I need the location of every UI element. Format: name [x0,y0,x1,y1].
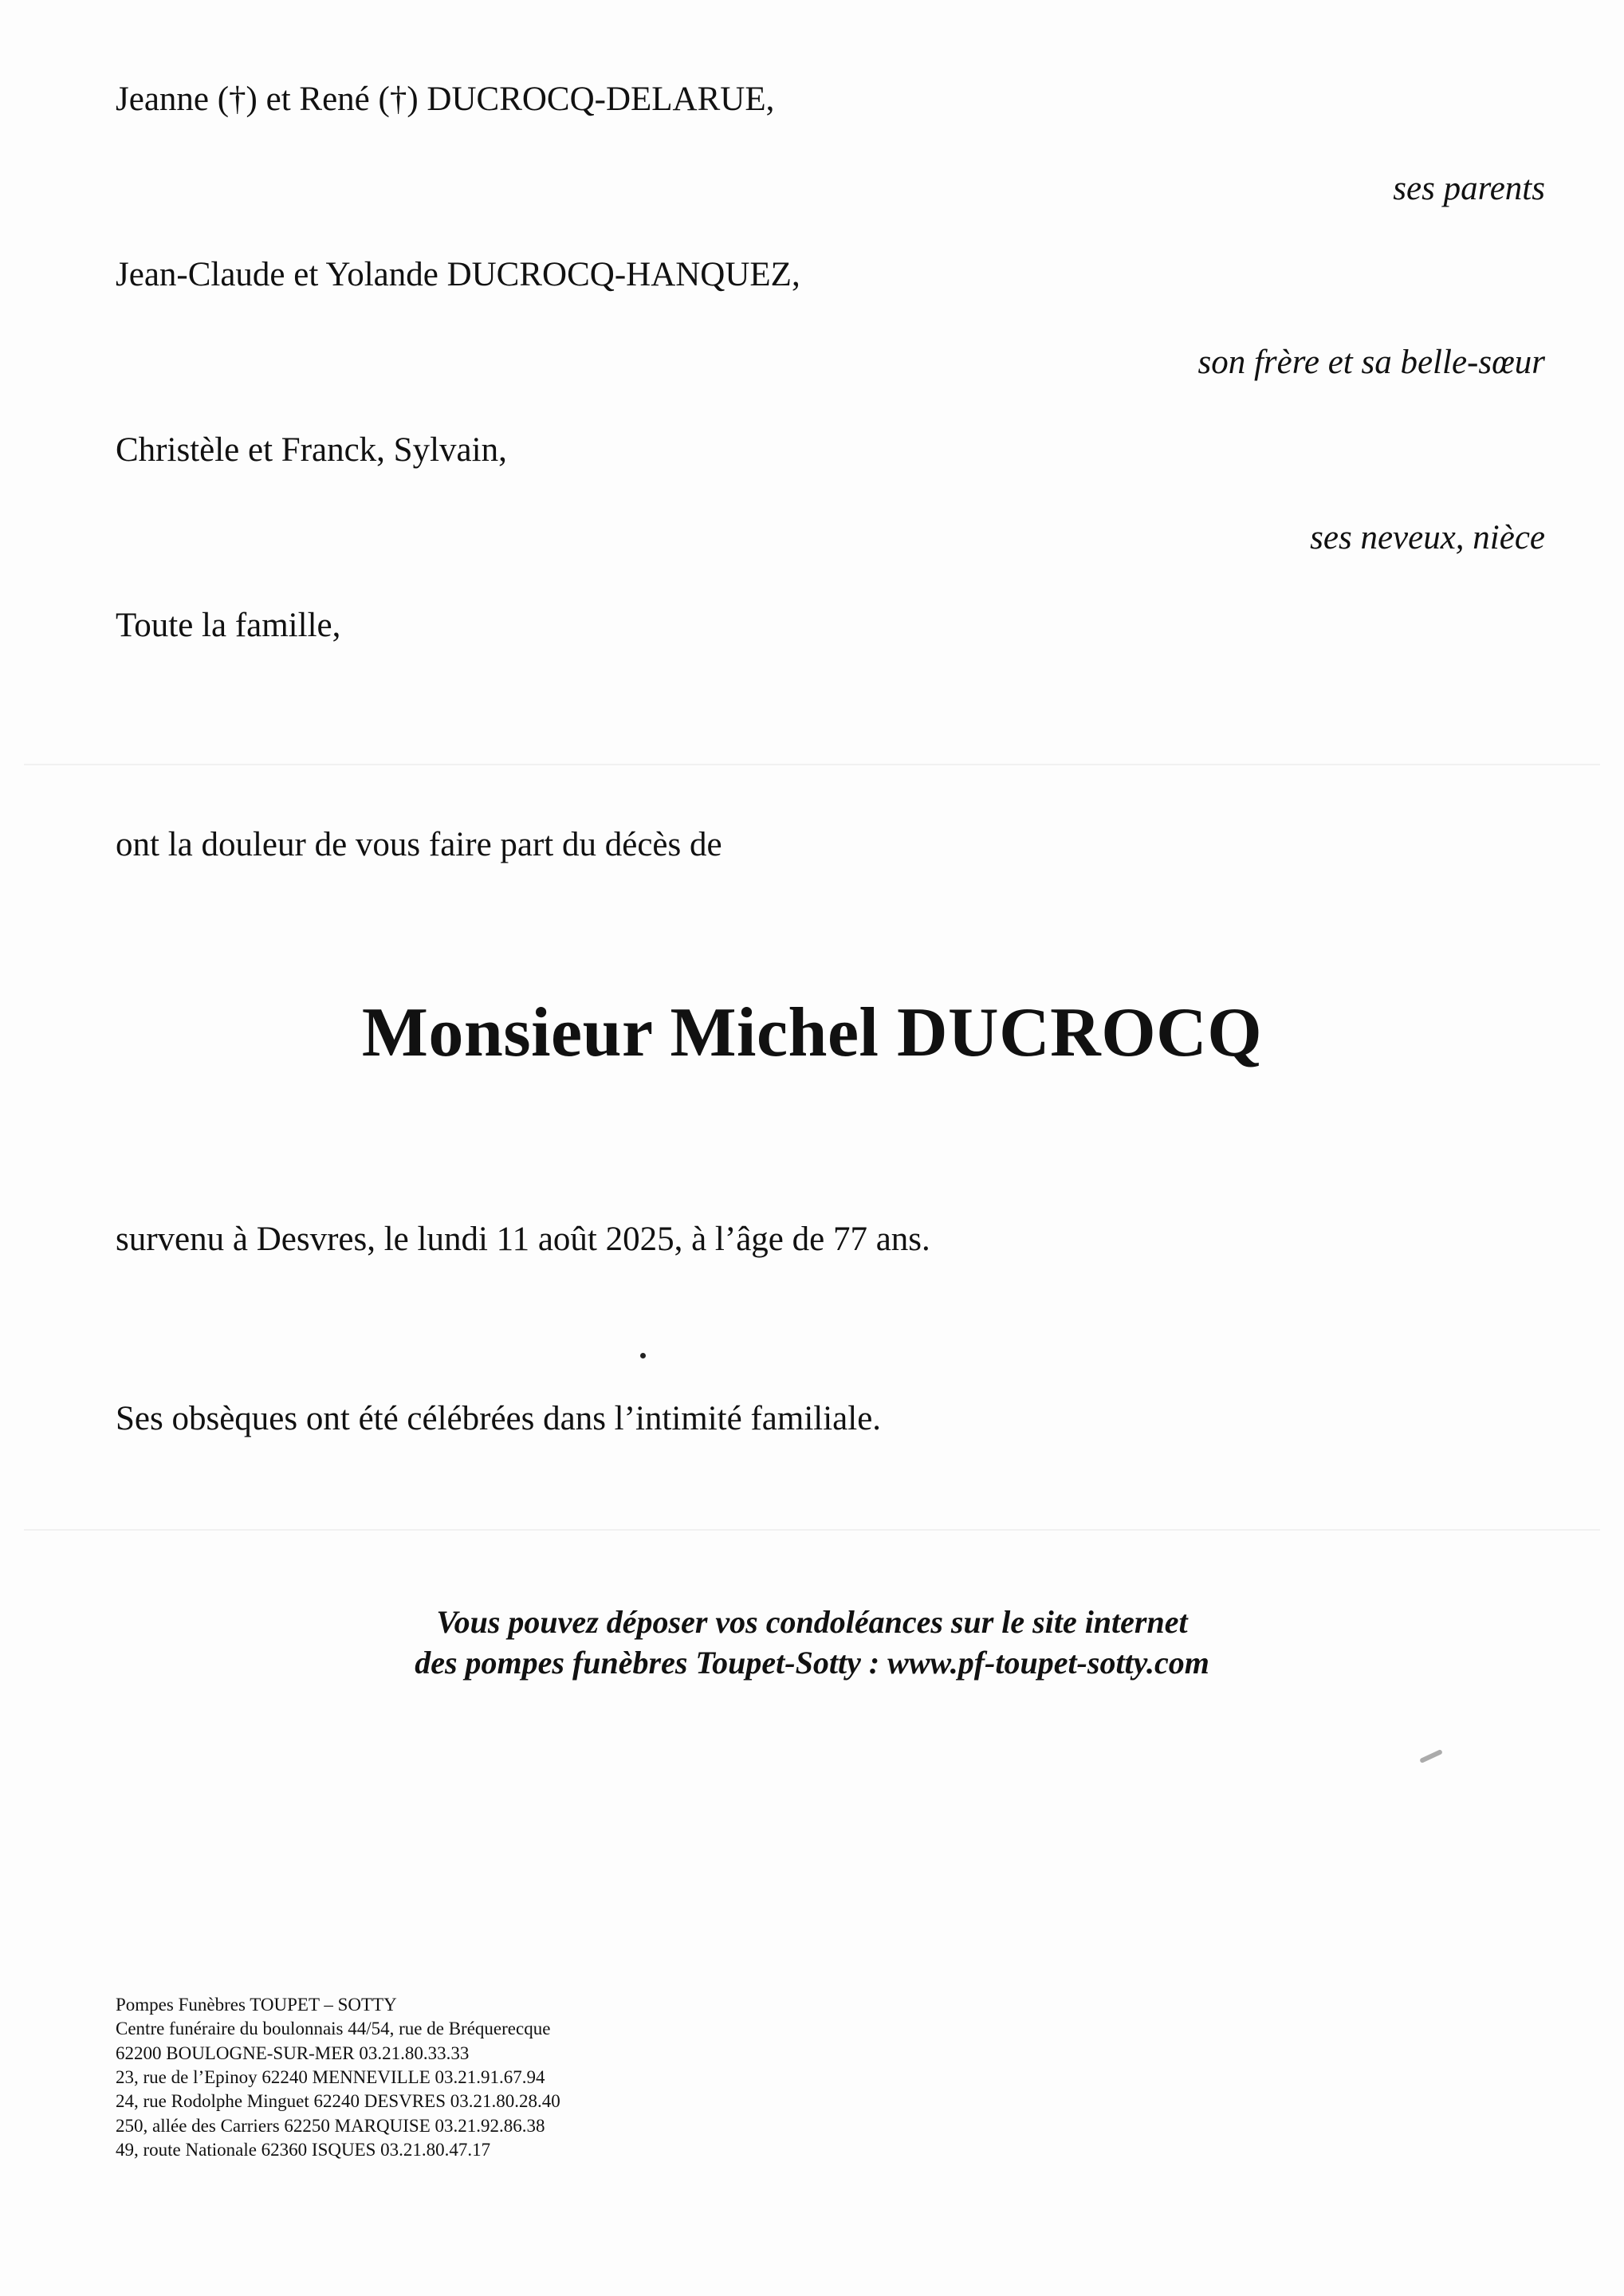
family-parents: Jeanne (†) et René (†) DUCROCQ-DELARUE, [116,81,775,118]
address-line: 250, allée des Carriers 62250 MARQUISE 03.21.92.86.38 [116,2115,545,2136]
funeral-home-address [116,1993,560,2163]
deceased-name: Monsieur Michel DUCROCQ [361,994,1263,1071]
condolences-line-1: Vous pouvez déposer vos condoléances sur le site internet [436,1604,1188,1640]
address-line: Centre funéraire du boulonnais 44/54, rue de Bréquerecque [116,2019,551,2039]
address-line: 49, route Nationale 62360 ISQUES 03.21.80.47.17 [116,2140,491,2160]
whole-family: Toute la famille, [116,607,341,644]
relation-parents: ses parents [1393,170,1545,207]
ornament-dot [640,1353,646,1358]
fold-line-lower [24,1529,1600,1531]
family-brother: Jean-Claude et Yolande DUCROCQ-HANQUEZ, [116,256,800,293]
funeral-home-name: Pompes Funèbres TOUPET – SOTTY [116,1995,397,2015]
condolences-line-2: des pompes funèbres Toupet-Sotty : www.pf-toupet-sotty.com [415,1644,1209,1681]
condolences-notice [0,1602,1624,1684]
family-nephews: Christèle et Franck, Sylvain, [116,431,507,469]
relation-brother: son frère et sa belle-sœur [1197,344,1545,381]
death-details: survenu à Desvres, le lundi 11 août 2025, à l’âge de 77 ans. [116,1221,930,1258]
fold-line-upper [24,764,1600,765]
paper-speck [1419,1749,1443,1763]
address-line: 24, rue Rodolphe Minguet 62240 DESVRES 03.21.80.28.40 [116,2091,560,2112]
address-line: 23, rue de l’Epinoy 62240 MENNEVILLE 03.21.91.67.94 [116,2067,545,2088]
relation-nephews: ses neveux, nièce [1310,519,1545,556]
address-line: 62200 BOULOGNE-SUR-MER 03.21.80.33.33 [116,2042,470,2063]
funeral-info: Ses obsèques ont été célébrées dans l’intimité familiale. [116,1400,882,1437]
announcement: ont la douleur de vous faire part du décès de [116,826,722,863]
